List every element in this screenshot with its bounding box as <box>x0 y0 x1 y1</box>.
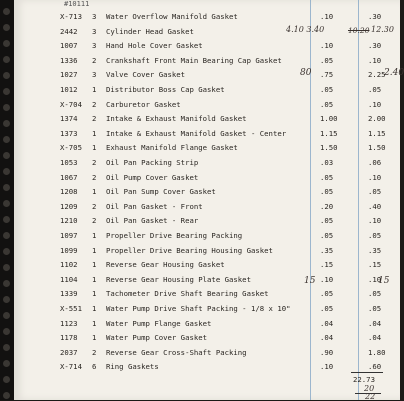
grand-total-typed: 22.73 <box>353 375 375 384</box>
item-total: .30 <box>368 41 382 51</box>
item-code: 1374 <box>60 114 78 124</box>
item-total: .10 <box>368 274 382 284</box>
item-quantity: 2 <box>92 347 97 357</box>
table-row <box>14 185 400 199</box>
item-quantity: 1 <box>92 245 97 255</box>
item-quantity: 3 <box>92 70 97 80</box>
binder-hole <box>3 120 10 127</box>
item-quantity: 3 <box>92 26 97 36</box>
item-code: X-705 <box>60 143 82 153</box>
table-row <box>14 287 400 301</box>
item-total: .05 <box>368 231 382 240</box>
item-unit-price: .04 <box>320 318 334 328</box>
item-description: Oil Pan Gasket - Rear <box>106 216 199 226</box>
item-code: X-714 <box>60 362 82 372</box>
item-total: .10 <box>368 99 382 109</box>
table-row <box>14 127 400 141</box>
item-description: Water Pump Drive Shaft Packing - 1/8 x 10" <box>106 304 291 313</box>
item-quantity: 1 <box>92 333 97 343</box>
table-row <box>14 244 400 258</box>
item-description: Intake & Exhaust Manifold Gasket <box>106 114 247 124</box>
binder-hole <box>3 56 10 63</box>
table-row <box>14 141 400 155</box>
binder-hole <box>3 264 10 271</box>
item-description: Ring Gaskets <box>106 362 159 372</box>
item-code: 1027 <box>60 70 78 80</box>
binder-hole <box>3 40 10 47</box>
binder-hole <box>3 152 10 159</box>
item-total: .60 <box>368 362 382 372</box>
table-row <box>14 39 400 53</box>
item-code: X-551 <box>60 304 82 313</box>
item-quantity: 1 <box>92 304 97 313</box>
item-total: .10 <box>368 216 382 226</box>
binder-hole <box>3 296 10 303</box>
item-quantity: 1 <box>92 128 97 138</box>
table-row <box>14 171 400 185</box>
item-unit-price: .10 <box>320 362 334 372</box>
binder-hole <box>3 312 10 319</box>
handwritten-valve-total: 2.40 <box>384 68 404 78</box>
item-code: 1208 <box>60 187 78 197</box>
binder-hole <box>3 344 10 351</box>
item-quantity: 1 <box>92 231 97 240</box>
handwritten-cyl-total: 12.30 <box>371 25 394 34</box>
grand-total-row <box>14 373 400 387</box>
item-code: 2442 <box>60 26 78 36</box>
item-code: 1336 <box>60 55 78 65</box>
item-unit-price: .75 <box>320 70 334 80</box>
table-row <box>14 331 400 345</box>
item-unit-price: .05 <box>320 55 334 65</box>
item-description: Hand Hole Cover Gasket <box>106 41 203 51</box>
table-row <box>14 54 400 68</box>
item-description: Reverse Gear Housing Plate Gasket <box>106 274 251 284</box>
item-unit-price: .20 <box>320 201 334 211</box>
item-unit-price: .05 <box>320 289 334 299</box>
table-row <box>14 112 400 126</box>
item-code: 1053 <box>60 158 78 167</box>
item-unit-price: .15 <box>320 260 334 270</box>
item-code: 1339 <box>60 289 78 299</box>
item-quantity: 1 <box>92 274 97 284</box>
item-total: .05 <box>368 289 382 299</box>
item-unit-price: 1.00 <box>320 114 338 124</box>
table-row <box>14 258 400 272</box>
item-total: .04 <box>368 318 382 328</box>
item-code: 1210 <box>60 216 78 226</box>
item-quantity: 2 <box>92 114 97 124</box>
binder-hole <box>3 328 10 335</box>
table-row <box>14 200 400 214</box>
binder-hole <box>3 8 10 15</box>
item-description: Distributor Boss Cap Gasket <box>106 85 225 94</box>
item-description: Reverse Gear Cross-Shaft Packing <box>106 347 247 357</box>
handwritten-plate-total: 15 <box>378 276 390 286</box>
item-unit-price: .05 <box>320 85 334 94</box>
item-unit-price: .03 <box>320 158 334 167</box>
item-total: 1.80 <box>368 347 386 357</box>
handwritten-cyl-price: 4.10 3.40 <box>286 25 325 34</box>
binder-hole <box>3 232 10 239</box>
binder-hole <box>3 104 10 111</box>
item-description: Water Pump Flange Gasket <box>106 318 212 328</box>
item-code: 1209 <box>60 201 78 211</box>
item-code: 1178 <box>60 333 78 343</box>
item-code: 2037 <box>60 347 78 357</box>
grand-total-hand-2: 22 <box>365 392 376 401</box>
item-description: Cylinder Head Gasket <box>106 26 194 36</box>
table-row <box>14 317 400 331</box>
item-unit-price: .35 <box>320 245 334 255</box>
item-description: Oil Pan Sump Cover Gasket <box>106 187 216 197</box>
binder-hole <box>3 392 10 399</box>
item-total: .05 <box>368 187 382 197</box>
item-quantity: 1 <box>92 260 97 270</box>
table-row <box>14 10 400 24</box>
item-quantity: 3 <box>92 41 97 51</box>
table-row <box>14 229 400 243</box>
item-unit-price: .05 <box>320 187 334 197</box>
table-row <box>14 25 400 39</box>
item-code: 1012 <box>60 85 78 94</box>
item-code: 1102 <box>60 260 78 270</box>
item-unit-price: 1.50 <box>320 143 338 153</box>
item-quantity: 1 <box>92 187 97 197</box>
binder-hole <box>3 376 10 383</box>
handwritten-plate-price: 15 <box>304 276 316 286</box>
item-quantity: 2 <box>92 55 97 65</box>
item-total: .06 <box>368 158 382 167</box>
item-description: Valve Cover Gasket <box>106 70 186 80</box>
item-description: Propeller Drive Bearing Packing <box>106 231 243 240</box>
item-quantity: 2 <box>92 99 97 109</box>
item-unit-price: .10 <box>320 274 334 284</box>
binder-edge <box>0 0 14 400</box>
item-total: .05 <box>368 85 382 94</box>
item-unit-price: .05 <box>320 172 334 182</box>
item-quantity: 1 <box>92 289 97 299</box>
item-description: Intake & Exhaust Manifold Gasket - Center <box>106 128 287 138</box>
item-unit-price: .10 <box>320 41 334 51</box>
binder-hole <box>3 360 10 367</box>
item-unit-price: .05 <box>320 304 334 313</box>
item-code: 1067 <box>60 172 78 182</box>
item-quantity: 2 <box>92 158 97 167</box>
item-quantity: 3 <box>92 12 97 21</box>
table-row <box>14 346 400 360</box>
table-row <box>14 214 400 228</box>
item-total: .30 <box>368 12 382 21</box>
table-row <box>14 156 400 170</box>
item-code: X-713 <box>60 12 82 21</box>
document-page <box>14 0 404 401</box>
table-row <box>14 273 400 287</box>
item-description: Reverse Gear Housing Gasket <box>106 260 225 270</box>
binder-hole <box>3 24 10 31</box>
item-description: Water Overflow Manifold Gasket <box>106 12 238 21</box>
item-total: .10 <box>368 55 382 65</box>
table-row <box>14 68 400 82</box>
table-row <box>14 83 400 97</box>
item-quantity: 6 <box>92 362 97 372</box>
item-code: 1104 <box>60 274 78 284</box>
item-quantity: 2 <box>92 216 97 226</box>
item-code: 1099 <box>60 245 78 255</box>
item-total: .05 <box>368 304 382 313</box>
binder-hole <box>3 72 10 79</box>
item-total: .15 <box>368 260 382 270</box>
table-row <box>14 302 400 316</box>
item-quantity: 1 <box>92 318 97 328</box>
item-unit-price: .90 <box>320 347 334 357</box>
binder-hole <box>3 200 10 207</box>
item-quantity: 1 <box>92 143 97 153</box>
item-description: Water Pump Cover Gasket <box>106 333 208 343</box>
handwritten-cyl-old-total: 10.20 <box>348 26 370 35</box>
binder-hole <box>3 248 10 255</box>
item-unit-price: .04 <box>320 333 334 343</box>
binder-hole <box>3 136 10 143</box>
item-code: 1123 <box>60 318 78 328</box>
item-description: Oil Pump Cover Gasket <box>106 172 199 182</box>
item-code: X-704 <box>60 99 82 109</box>
grand-total-hand-1: 20 <box>364 384 375 393</box>
item-description: Oil Pan Packing Strip <box>106 158 199 167</box>
item-description: Tachometer Drive Shaft Bearing Gasket <box>106 289 269 299</box>
item-description: Oil Pan Gasket - Front <box>106 201 203 211</box>
item-total: .04 <box>368 333 382 343</box>
binder-hole <box>3 280 10 287</box>
item-total: .35 <box>368 245 382 255</box>
item-description: Propeller Drive Bearing Housing Gasket <box>106 245 273 255</box>
item-quantity: 1 <box>92 85 97 94</box>
item-quantity: 2 <box>92 201 97 211</box>
item-total: .10 <box>368 172 382 182</box>
item-total: 1.50 <box>368 143 386 153</box>
item-description: Exhaust Manifold Flange Gasket <box>106 143 238 153</box>
item-code: 1373 <box>60 128 78 138</box>
item-total: 1.15 <box>368 128 386 138</box>
binder-hole <box>3 168 10 175</box>
item-description: Carburetor Gasket <box>106 99 181 109</box>
header-fragment: #10111 <box>64 0 90 8</box>
item-total: 2.00 <box>368 114 386 124</box>
item-total: 2.25 <box>368 70 386 80</box>
item-unit-price: .05 <box>320 216 334 226</box>
binder-hole <box>3 216 10 223</box>
item-quantity: 2 <box>92 172 97 182</box>
item-description: Crankshaft Front Main Bearing Cap Gasket <box>106 55 282 65</box>
binder-hole <box>3 88 10 95</box>
item-unit-price: .10 <box>320 12 334 21</box>
binder-hole <box>3 184 10 191</box>
table-row <box>14 98 400 112</box>
item-code: 1007 <box>60 41 78 51</box>
item-unit-price: 1.15 <box>320 128 338 138</box>
item-code: 1097 <box>60 231 78 240</box>
item-unit-price: .05 <box>320 231 334 240</box>
item-unit-price: .05 <box>320 99 334 109</box>
item-total: .40 <box>368 201 382 211</box>
handwritten-valve-price: 80 <box>300 68 312 78</box>
